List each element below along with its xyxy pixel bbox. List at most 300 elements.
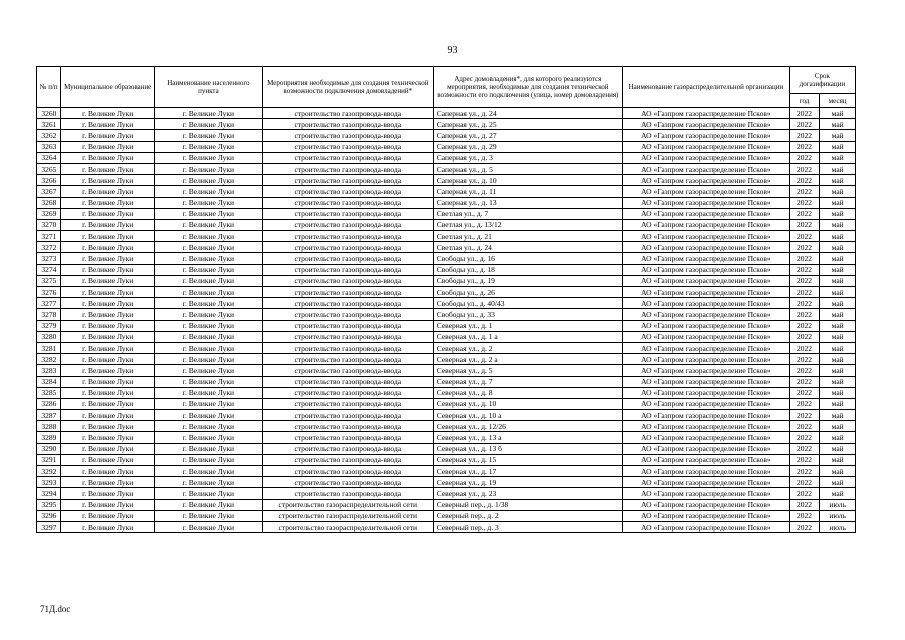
table-row [37,130,856,141]
organization-cell: АО «Газпром газораспределение Псков» [622,466,789,477]
row-number-cell: 3272 [37,242,61,253]
organization-cell: АО «Газпром газораспределение Псков» [622,119,789,130]
year-cell: 2022 [789,521,820,532]
row-number-cell: 3264 [37,152,61,163]
row-number-cell: 3279 [37,320,61,331]
organization-cell: АО «Газпром газораспределение Псков» [622,186,789,197]
year-cell: 2022 [789,488,820,499]
row-number-cell: 3274 [37,264,61,275]
municipality-cell: г. Великие Луки [61,421,155,432]
year-cell: 2022 [789,432,820,443]
year-cell: 2022 [789,365,820,376]
year-cell: 2022 [789,264,820,275]
measure-cell: строительство газопровода-ввода [262,320,433,331]
locality-cell: г. Великие Луки [155,264,263,275]
measure-cell: строительство газопровода-ввода [262,331,433,342]
locality-cell: г. Великие Луки [155,175,263,186]
month-cell: май [820,219,856,230]
address-cell: Северная ул., д. 2 а [433,354,622,365]
month-cell: май [820,488,856,499]
measure-cell: строительство газопровода-ввода [262,108,433,119]
table-row [37,141,856,152]
row-number-cell: 3271 [37,231,61,242]
row-number-cell: 3284 [37,376,61,387]
measure-cell: строительство газопровода-ввода [262,387,433,398]
month-cell: май [820,387,856,398]
municipality-cell: г. Великие Луки [61,152,155,163]
locality-cell: г. Великие Луки [155,488,263,499]
row-number-cell: 3292 [37,466,61,477]
address-cell: Свободы ул., д. 26 [433,287,622,298]
municipality-cell: г. Великие Луки [61,253,155,264]
month-cell: май [820,365,856,376]
measure-cell: строительство газопровода-ввода [262,443,433,454]
row-number-cell: 3294 [37,488,61,499]
municipality-cell: г. Великие Луки [61,521,155,532]
organization-cell: АО «Газпром газораспределение Псков» [622,342,789,353]
address-cell: Северная ул., д. 5 [433,365,622,376]
table-row [37,163,856,174]
table-row [37,342,856,353]
organization-cell: АО «Газпром газораспределение Псков» [622,477,789,488]
footer-filename: 71Д.doc [40,604,71,614]
month-cell: май [820,242,856,253]
municipality-cell: г. Великие Луки [61,443,155,454]
address-cell: Северная ул., д. 2 [433,342,622,353]
row-number-cell: 3282 [37,354,61,365]
year-cell: 2022 [789,354,820,365]
municipality-cell: г. Великие Луки [61,320,155,331]
measure-cell: строительство газопровода-ввода [262,432,433,443]
row-number-cell: 3278 [37,309,61,320]
municipality-cell: г. Великие Луки [61,354,155,365]
organization-cell: АО «Газпром газораспределение Псков» [622,152,789,163]
month-cell: май [820,287,856,298]
table-row [37,443,856,454]
table-row [37,208,856,219]
locality-cell: г. Великие Луки [155,376,263,387]
address-cell: Саперная ул., д. 10 [433,175,622,186]
month-cell: май [820,454,856,465]
measure-cell: строительство газопровода-ввода [262,253,433,264]
municipality-cell: г. Великие Луки [61,499,155,510]
row-number-cell: 3277 [37,298,61,309]
year-cell: 2022 [789,275,820,286]
row-number-cell: 3265 [37,163,61,174]
municipality-cell: г. Великие Луки [61,309,155,320]
locality-cell: г. Великие Луки [155,108,263,119]
table-row [37,275,856,286]
address-cell: Саперная ул., д. 27 [433,130,622,141]
month-cell: май [820,331,856,342]
locality-cell: г. Великие Луки [155,219,263,230]
measure-cell: строительство газопровода-ввода [262,365,433,376]
address-cell: Северная ул., д. 15 [433,454,622,465]
table-row [37,432,856,443]
measure-cell: строительство газопровода-ввода [262,275,433,286]
address-cell: Свободы ул., д. 33 [433,309,622,320]
month-cell: май [820,175,856,186]
month-cell: май [820,309,856,320]
locality-cell: г. Великие Луки [155,130,263,141]
measure-cell: строительство газопровода-ввода [262,141,433,152]
address-cell: Северная ул., д. 12/26 [433,421,622,432]
organization-cell: АО «Газпром газораспределение Псков» [622,197,789,208]
month-cell: май [820,354,856,365]
organization-cell: АО «Газпром газораспределение Псков» [622,253,789,264]
row-number-cell: 3291 [37,454,61,465]
row-number-cell: 3286 [37,398,61,409]
month-cell: май [820,342,856,353]
table-row [37,398,856,409]
table-row [37,376,856,387]
locality-cell: г. Великие Луки [155,499,263,510]
locality-cell: г. Великие Луки [155,477,263,488]
municipality-cell: г. Великие Луки [61,432,155,443]
address-cell: Свободы ул., д. 40/43 [433,298,622,309]
row-number-cell: 3283 [37,365,61,376]
organization-cell: АО «Газпром газораспределение Псков» [622,219,789,230]
measure-cell: строительство газопровода-ввода [262,197,433,208]
year-cell: 2022 [789,119,820,130]
row-number-cell: 3288 [37,421,61,432]
measure-cell: строительство газопровода-ввода [262,466,433,477]
row-number-cell: 3295 [37,499,61,510]
table-row [37,287,856,298]
municipality-cell: г. Великие Луки [61,477,155,488]
municipality-cell: г. Великие Луки [61,231,155,242]
locality-cell: г. Великие Луки [155,287,263,298]
year-cell: 2022 [789,208,820,219]
header-address: Адрес домовладения*, для которого реализуются мероприятия, необходимые для создания технической возможности его подключения (улица, номер домовладения) [433,67,622,108]
year-cell: 2022 [789,499,820,510]
year-cell: 2022 [789,510,820,521]
organization-cell: АО «Газпром газораспределение Псков» [622,141,789,152]
table-row [37,309,856,320]
table-row [37,119,856,130]
month-cell: май [820,320,856,331]
locality-cell: г. Великие Луки [155,454,263,465]
locality-cell: г. Великие Луки [155,242,263,253]
organization-cell: АО «Газпром газораспределение Псков» [622,231,789,242]
measure-cell: строительство газопровода-ввода [262,398,433,409]
month-cell: май [820,275,856,286]
measure-cell: строительство газопровода-ввода [262,488,433,499]
year-cell: 2022 [789,320,820,331]
row-number-cell: 3268 [37,197,61,208]
organization-cell: АО «Газпром газораспределение Псков» [622,354,789,365]
row-number-cell: 3267 [37,186,61,197]
municipality-cell: г. Великие Луки [61,387,155,398]
municipality-cell: г. Великие Луки [61,186,155,197]
measure-cell: строительство газопровода-ввода [262,163,433,174]
year-cell: 2022 [789,141,820,152]
page-number: 93 [447,45,458,56]
header-year: год [789,94,820,108]
address-cell: Светлая ул., д. 7 [433,208,622,219]
locality-cell: г. Великие Луки [155,141,263,152]
row-number-cell: 3273 [37,253,61,264]
row-number-cell: 3276 [37,287,61,298]
year-cell: 2022 [789,398,820,409]
table-row [37,253,856,264]
year-cell: 2022 [789,197,820,208]
address-cell: Северная ул., д. 17 [433,466,622,477]
year-cell: 2022 [789,342,820,353]
municipality-cell: г. Великие Луки [61,488,155,499]
locality-cell: г. Великие Луки [155,186,263,197]
table-row [37,365,856,376]
measure-cell: строительство газопровода-ввода [262,219,433,230]
address-cell: Свободы ул., д. 19 [433,275,622,286]
measure-cell: строительство газопровода-ввода [262,298,433,309]
municipality-cell: г. Великие Луки [61,197,155,208]
row-number-cell: 3289 [37,432,61,443]
organization-cell: АО «Газпром газораспределение Псков» [622,309,789,320]
address-cell: Северная ул., д. 13 б [433,443,622,454]
locality-cell: г. Великие Луки [155,365,263,376]
organization-cell: АО «Газпром газораспределение Псков» [622,275,789,286]
municipality-cell: г. Великие Луки [61,466,155,477]
table-row [37,488,856,499]
table-row [37,242,856,253]
organization-cell: АО «Газпром газораспределение Псков» [622,298,789,309]
row-number-cell: 3293 [37,477,61,488]
measure-cell: строительство газораспределительной сети [262,521,433,532]
locality-cell: г. Великие Луки [155,298,263,309]
month-cell: май [820,119,856,130]
locality-cell: г. Великие Луки [155,197,263,208]
month-cell: май [820,197,856,208]
table-row [37,387,856,398]
organization-cell: АО «Газпром газораспределение Псков» [622,488,789,499]
organization-cell: АО «Газпром газораспределение Псков» [622,264,789,275]
organization-cell: АО «Газпром газораспределение Псков» [622,499,789,510]
year-cell: 2022 [789,410,820,421]
month-cell: июль [820,499,856,510]
month-cell: июль [820,510,856,521]
address-cell: Северная ул., д. 7 [433,376,622,387]
locality-cell: г. Великие Луки [155,309,263,320]
year-cell: 2022 [789,477,820,488]
locality-cell: г. Великие Луки [155,410,263,421]
municipality-cell: г. Великие Луки [61,376,155,387]
address-cell: Саперная ул., д. 11 [433,186,622,197]
year-cell: 2022 [789,219,820,230]
row-number-cell: 3287 [37,410,61,421]
row-number-cell: 3297 [37,521,61,532]
municipality-cell: г. Великие Луки [61,163,155,174]
organization-cell: АО «Газпром газораспределение Псков» [622,287,789,298]
header-term: Срок догазификации [789,67,855,94]
municipality-cell: г. Великие Луки [61,175,155,186]
municipality-cell: г. Великие Луки [61,298,155,309]
header-num: № п/п [37,67,61,108]
municipality-cell: г. Великие Луки [61,331,155,342]
year-cell: 2022 [789,387,820,398]
month-cell: май [820,163,856,174]
locality-cell: г. Великие Луки [155,119,263,130]
address-cell: Свободы ул., д. 18 [433,264,622,275]
row-number-cell: 3266 [37,175,61,186]
row-number-cell: 3261 [37,119,61,130]
header-organization: Наименование газораспределительной организации [622,67,789,108]
organization-cell: АО «Газпром газораспределение Псков» [622,521,789,532]
month-cell: май [820,141,856,152]
year-cell: 2022 [789,163,820,174]
year-cell: 2022 [789,242,820,253]
locality-cell: г. Великие Луки [155,521,263,532]
locality-cell: г. Великие Луки [155,163,263,174]
organization-cell: АО «Газпром газораспределение Псков» [622,421,789,432]
locality-cell: г. Великие Луки [155,275,263,286]
locality-cell: г. Великие Луки [155,354,263,365]
address-cell: Северный пер., д. 2 [433,510,622,521]
table-row [37,454,856,465]
month-cell: май [820,298,856,309]
measure-cell: строительство газопровода-ввода [262,264,433,275]
municipality-cell: г. Великие Луки [61,365,155,376]
locality-cell: г. Великие Луки [155,331,263,342]
measure-cell: строительство газопровода-ввода [262,410,433,421]
month-cell: май [820,376,856,387]
measure-cell: строительство газопровода-ввода [262,208,433,219]
municipality-cell: г. Великие Луки [61,510,155,521]
address-cell: Северный пер., д. 1/38 [433,499,622,510]
table-row [37,298,856,309]
municipality-cell: г. Великие Луки [61,208,155,219]
address-cell: Северная ул., д. 23 [433,488,622,499]
row-number-cell: 3270 [37,219,61,230]
table-row [37,219,856,230]
year-cell: 2022 [789,287,820,298]
month-cell: май [820,410,856,421]
municipality-cell: г. Великие Луки [61,287,155,298]
row-number-cell: 3281 [37,342,61,353]
measure-cell: строительство газопровода-ввода [262,342,433,353]
address-cell: Саперная ул., д. 24 [433,108,622,119]
organization-cell: АО «Газпром газораспределение Псков» [622,108,789,119]
measure-cell: строительство газопровода-ввода [262,376,433,387]
locality-cell: г. Великие Луки [155,387,263,398]
month-cell: май [820,443,856,454]
measure-cell: строительство газопровода-ввода [262,354,433,365]
locality-cell: г. Великие Луки [155,231,263,242]
header-municipality: Муниципальное образование [61,67,155,108]
row-number-cell: 3296 [37,510,61,521]
month-cell: май [820,108,856,119]
row-number-cell: 3275 [37,275,61,286]
organization-cell: АО «Газпром газораспределение Псков» [622,410,789,421]
organization-cell: АО «Газпром газораспределение Псков» [622,376,789,387]
table-row [37,354,856,365]
municipality-cell: г. Великие Луки [61,410,155,421]
year-cell: 2022 [789,152,820,163]
measure-cell: строительство газораспределительной сети [262,499,433,510]
organization-cell: АО «Газпром газораспределение Псков» [622,331,789,342]
table-row [37,521,856,532]
month-cell: июль [820,521,856,532]
measure-cell: строительство газораспределительной сети [262,510,433,521]
address-cell: Северная ул., д. 8 [433,387,622,398]
organization-cell: АО «Газпром газораспределение Псков» [622,443,789,454]
locality-cell: г. Великие Луки [155,510,263,521]
month-cell: май [820,421,856,432]
municipality-cell: г. Великие Луки [61,342,155,353]
month-cell: май [820,186,856,197]
table-row [37,421,856,432]
locality-cell: г. Великие Луки [155,208,263,219]
header-locality: Наименование населенного пункта [155,67,263,108]
month-cell: май [820,253,856,264]
locality-cell: г. Великие Луки [155,421,263,432]
organization-cell: АО «Газпром газораспределение Псков» [622,365,789,376]
year-cell: 2022 [789,130,820,141]
table-row [37,320,856,331]
organization-cell: АО «Газпром газораспределение Псков» [622,320,789,331]
municipality-cell: г. Великие Луки [61,119,155,130]
measure-cell: строительство газопровода-ввода [262,242,433,253]
month-cell: май [820,152,856,163]
table-row [37,197,856,208]
locality-cell: г. Великие Луки [155,320,263,331]
table-row [37,186,856,197]
address-cell: Саперная ул., д. 13 [433,197,622,208]
address-cell: Саперная ул., д. 25 [433,119,622,130]
organization-cell: АО «Газпром газораспределение Псков» [622,208,789,219]
address-cell: Саперная ул., д. 5 [433,163,622,174]
month-cell: май [820,231,856,242]
table-row [37,108,856,119]
municipality-cell: г. Великие Луки [61,141,155,152]
month-cell: май [820,432,856,443]
locality-cell: г. Великие Луки [155,152,263,163]
month-cell: май [820,264,856,275]
month-cell: май [820,208,856,219]
organization-cell: АО «Газпром газораспределение Псков» [622,387,789,398]
row-number-cell: 3260 [37,108,61,119]
locality-cell: г. Великие Луки [155,342,263,353]
row-number-cell: 3269 [37,208,61,219]
address-cell: Северная ул., д. 10 а [433,410,622,421]
measure-cell: строительство газопровода-ввода [262,231,433,242]
year-cell: 2022 [789,298,820,309]
municipality-cell: г. Великие Луки [61,242,155,253]
address-cell: Северный пер., д. 3 [433,521,622,532]
table-row [37,231,856,242]
measure-cell: строительство газопровода-ввода [262,477,433,488]
month-cell: май [820,466,856,477]
year-cell: 2022 [789,253,820,264]
measure-cell: строительство газопровода-ввода [262,119,433,130]
municipality-cell: г. Великие Луки [61,108,155,119]
address-cell: Светлая ул., д. 13/12 [433,219,622,230]
table-row [37,477,856,488]
header-month: месяц [820,94,856,108]
address-cell: Светлая ул., д. 24 [433,242,622,253]
organization-cell: АО «Газпром газораспределение Псков» [622,398,789,409]
year-cell: 2022 [789,331,820,342]
measure-cell: строительство газопровода-ввода [262,454,433,465]
organization-cell: АО «Газпром газораспределение Псков» [622,454,789,465]
address-cell: Светлая ул., д. 21 [433,231,622,242]
year-cell: 2022 [789,443,820,454]
gasification-table [36,66,856,533]
header-measures: Мероприятия необходимые для создания технической возможности подключения домовладений* [262,67,433,108]
measure-cell: строительство газопровода-ввода [262,152,433,163]
year-cell: 2022 [789,309,820,320]
address-cell: Свободы ул., д. 16 [433,253,622,264]
